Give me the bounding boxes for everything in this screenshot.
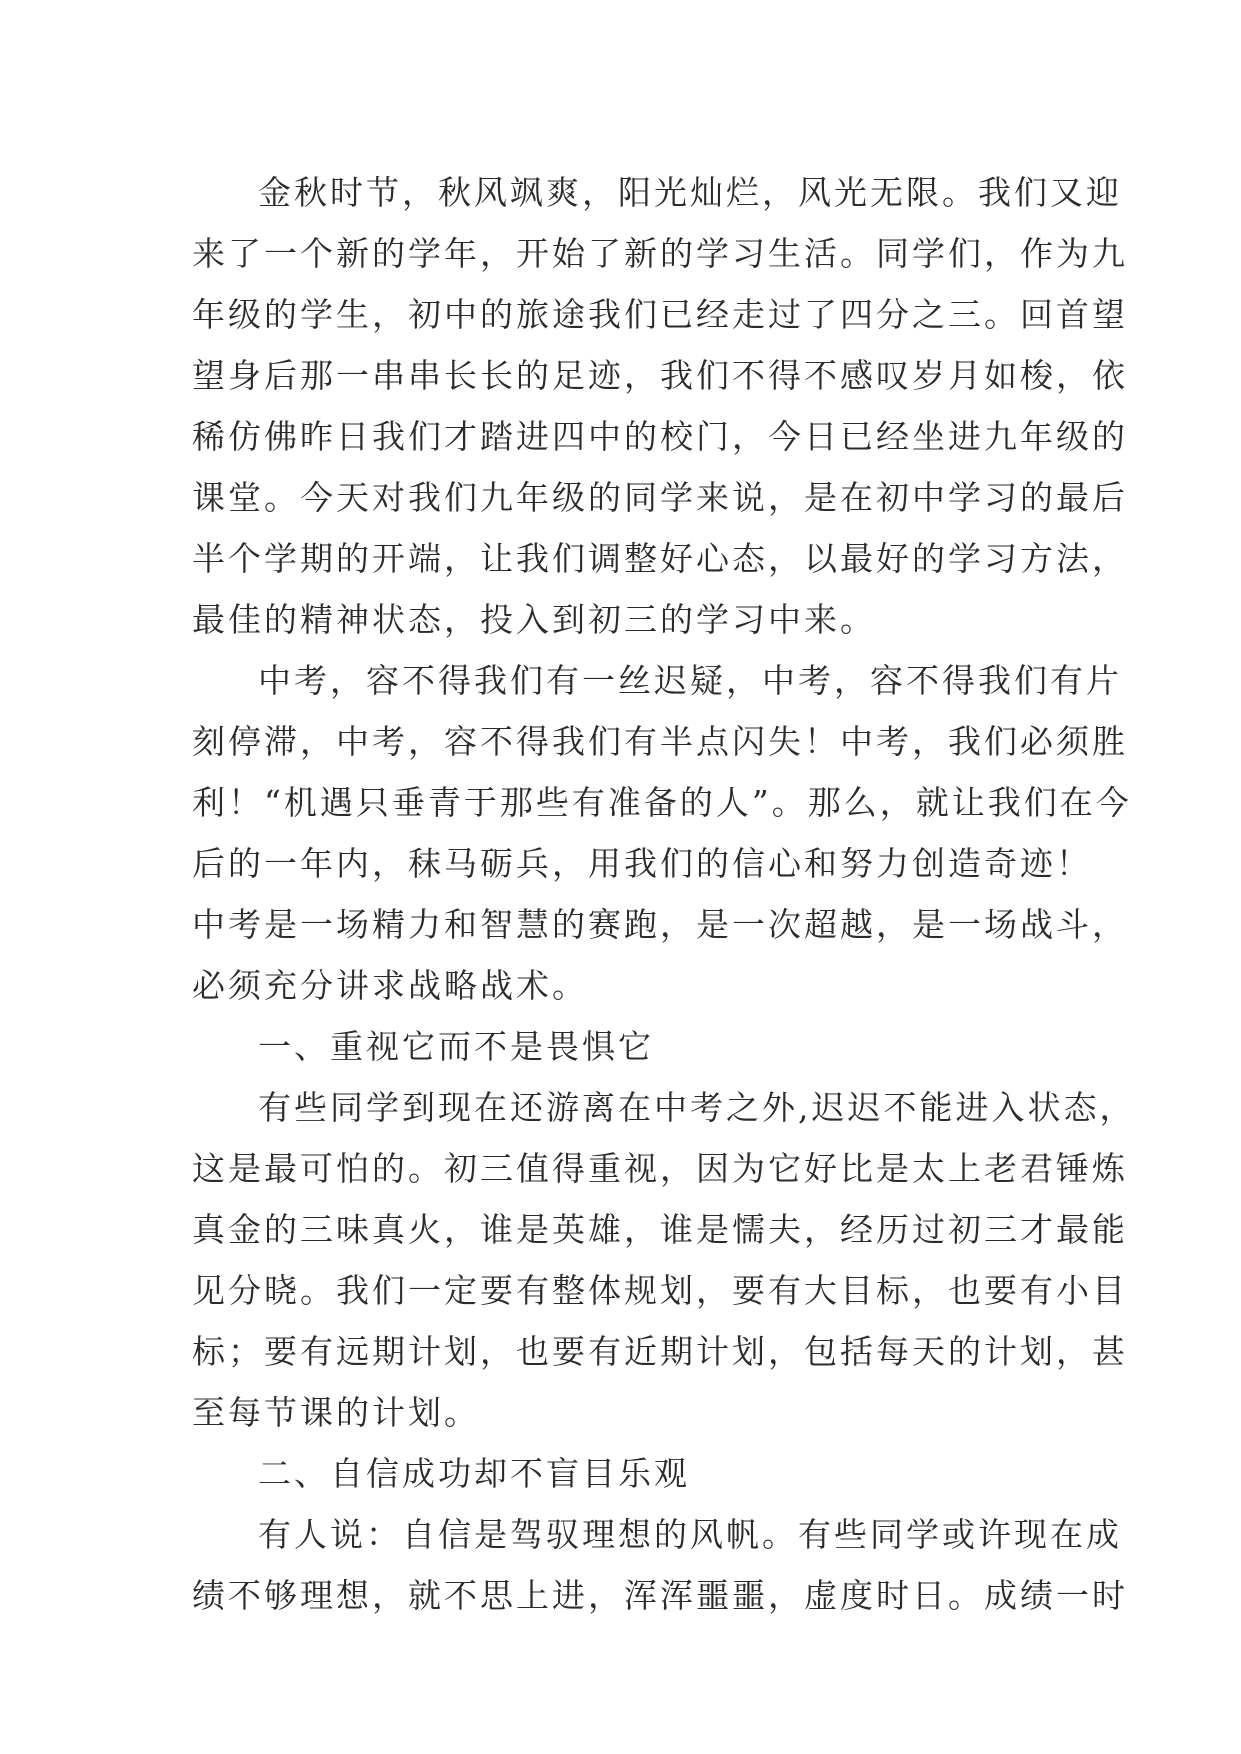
text-line: 见分晓。我们一定要有整体规划，要有大目标，也要有小目: [192, 1271, 1128, 1310]
text-line: 这是最可怕的。初三值得重视，因为它好比是太上老君锤炼: [192, 1149, 1128, 1188]
section-heading: 一、重视它而不是畏惧它: [258, 1027, 654, 1066]
text-line: 半个学期的开端，让我们调整好心态，以最好的学习方法，: [192, 539, 1128, 578]
text-line: 稀仿佛昨日我们才踏进四中的校门，今日已经坐进九年级的: [192, 417, 1128, 456]
text-line: 最佳的精神状态，投入到初三的学习中来。: [192, 600, 876, 639]
text-line: 课堂。今天对我们九年级的同学来说，是在初中学习的最后: [192, 478, 1128, 517]
text-line: 必须充分讲求战略战术。: [192, 966, 588, 1005]
text-line: 标；要有远期计划，也要有近期计划，包括每天的计划，甚: [192, 1332, 1128, 1371]
text-line: 有些同学到现在还游离在中考之外,迟迟不能进入状态，: [258, 1088, 1136, 1127]
text-line: 中考，容不得我们有一丝迟疑，中考，容不得我们有片: [258, 661, 1122, 700]
text-line: 来了一个新的学年，开始了新的学习生活。同学们，作为九: [192, 234, 1128, 273]
text-line: 真金的三味真火，谁是英雄，谁是懦夫，经历过初三才最能: [192, 1210, 1128, 1249]
document-body: [192, 162, 1136, 1626]
text-line: 中考是一场精力和智慧的赛跑，是一次超越，是一场战斗，: [192, 905, 1128, 944]
text-line: 利！“机遇只垂青于那些有准备的人”。那么，就让我们在今: [192, 783, 1132, 822]
text-line: 有人说：自信是驾驭理想的风帆。有些同学或许现在成: [258, 1515, 1122, 1554]
text-line: 金秋时节，秋风飒爽，阳光灿烂，风光无限。我们又迎: [258, 173, 1122, 212]
text-line: 绩不够理想，就不思上进，浑浑噩噩，虚度时日。成绩一时: [192, 1576, 1128, 1615]
section-heading: 二、自信成功却不盲目乐观: [258, 1454, 690, 1493]
text-line: 至每节课的计划。: [192, 1393, 480, 1432]
text-line: 望身后那一串串长长的足迹，我们不得不感叹岁月如梭，依: [192, 356, 1128, 395]
text-line: 年级的学生，初中的旅途我们已经走过了四分之三。回首望: [192, 295, 1128, 334]
text-line: 后的一年内，秣马砺兵，用我们的信心和努力创造奇迹！: [192, 844, 1092, 883]
text-line: 刻停滞，中考，容不得我们有半点闪失！中考，我们必须胜: [192, 722, 1128, 761]
